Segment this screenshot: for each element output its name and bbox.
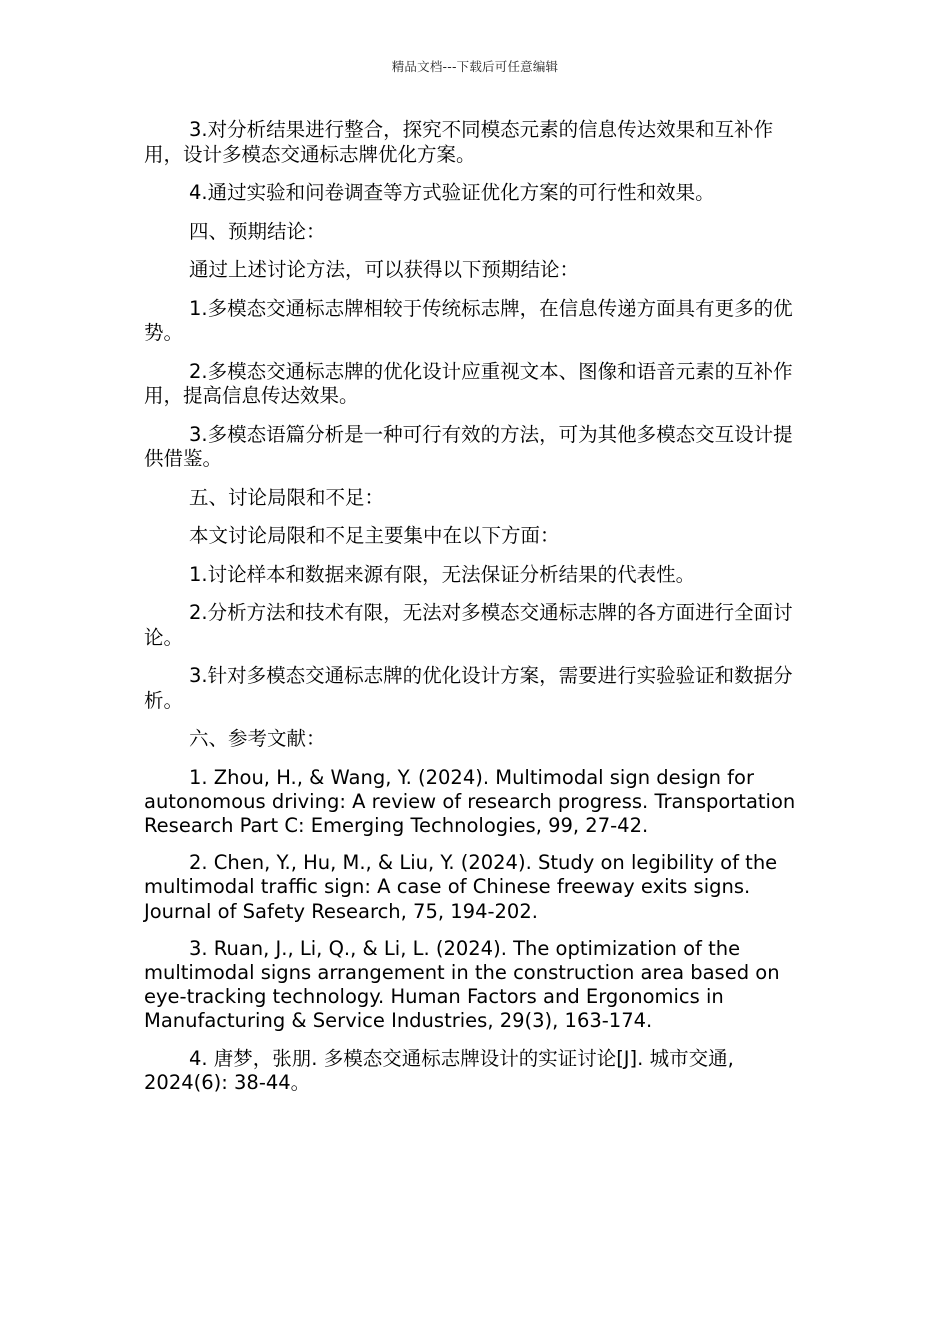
paragraph-validate-plan: 4.通过实验和问卷调查等方式验证优化方案的可行性和效果。 [189, 181, 715, 204]
section-heading-expected-conclusions: 四、预期结论： [189, 219, 326, 243]
conclusion-item-3: 3.多模态语篇分析是一种可行有效的方法，可为其他多模态交互设计提供借鉴。 [144, 422, 793, 470]
limitation-item-1: 1.讨论样本和数据来源有限，无法保证分析结果的代表性。 [189, 562, 696, 586]
paragraph-conclusions-intro: 通过上述讨论方法，可以获得以下预期结论： [189, 258, 580, 281]
paragraph-limitations-intro: 本文讨论局限和不足主要集中在以下方面： [189, 524, 560, 547]
reference-item-4: 4. 唐梦，张朋. 多模态交通标志牌设计的实证讨论[J]. 城市交通, 2024(6): 38-44。 [144, 1046, 734, 1094]
paragraph-integrate-results: 3.对分析结果进行整合，探究不同模态元素的信息传达效果和互补作用，设计多模态交通标志牌优化方案。 [144, 118, 774, 166]
limitation-item-3: 3.针对多模态交通标志牌的优化设计方案，需要进行实验验证和数据分析。 [144, 664, 793, 712]
page-header: 精品文档---下载后可任意编辑 [391, 59, 559, 74]
section-heading-limitations: 五、讨论局限和不足： [189, 485, 385, 509]
document-body [144, 118, 804, 1108]
conclusion-item-2: 2.多模态交通标志牌的优化设计应重视文本、图像和语音元素的互补作用，提高信息传达效果。 [144, 359, 793, 407]
reference-item-1: 1. Zhou, H., & Wang, Y. (2024). Multimodal sign design for autonomous driving: A review of research progress. Transportation Research Part C: Emerging Technologies, 99, 27-42. [144, 765, 796, 837]
reference-item-2: 2. Chen, Y., Hu, M., & Liu, Y. (2024). Study on legibility of the multimodal traffic sign: A case of Chinese freeway exits signs. Journal of Safety Research, 75, 194-202. [144, 851, 778, 923]
limitation-item-2: 2.分析方法和技术有限，无法对多模态交通标志牌的各方面进行全面讨论。 [144, 601, 793, 649]
conclusion-item-1: 1.多模态交通标志牌相较于传统标志牌，在信息传递方面具有更多的优势。 [144, 296, 793, 344]
section-heading-references: 六、参考文献： [189, 727, 326, 750]
reference-item-3: 3. Ruan, J., Li, Q., & Li, L. (2024). The optimization of the multimodal signs arrangement in the construction area based on eye-tracking technology. Human Factors and Ergonomics in Manufacturing & Service Industries, 29(3), 163-174. [144, 936, 780, 1033]
